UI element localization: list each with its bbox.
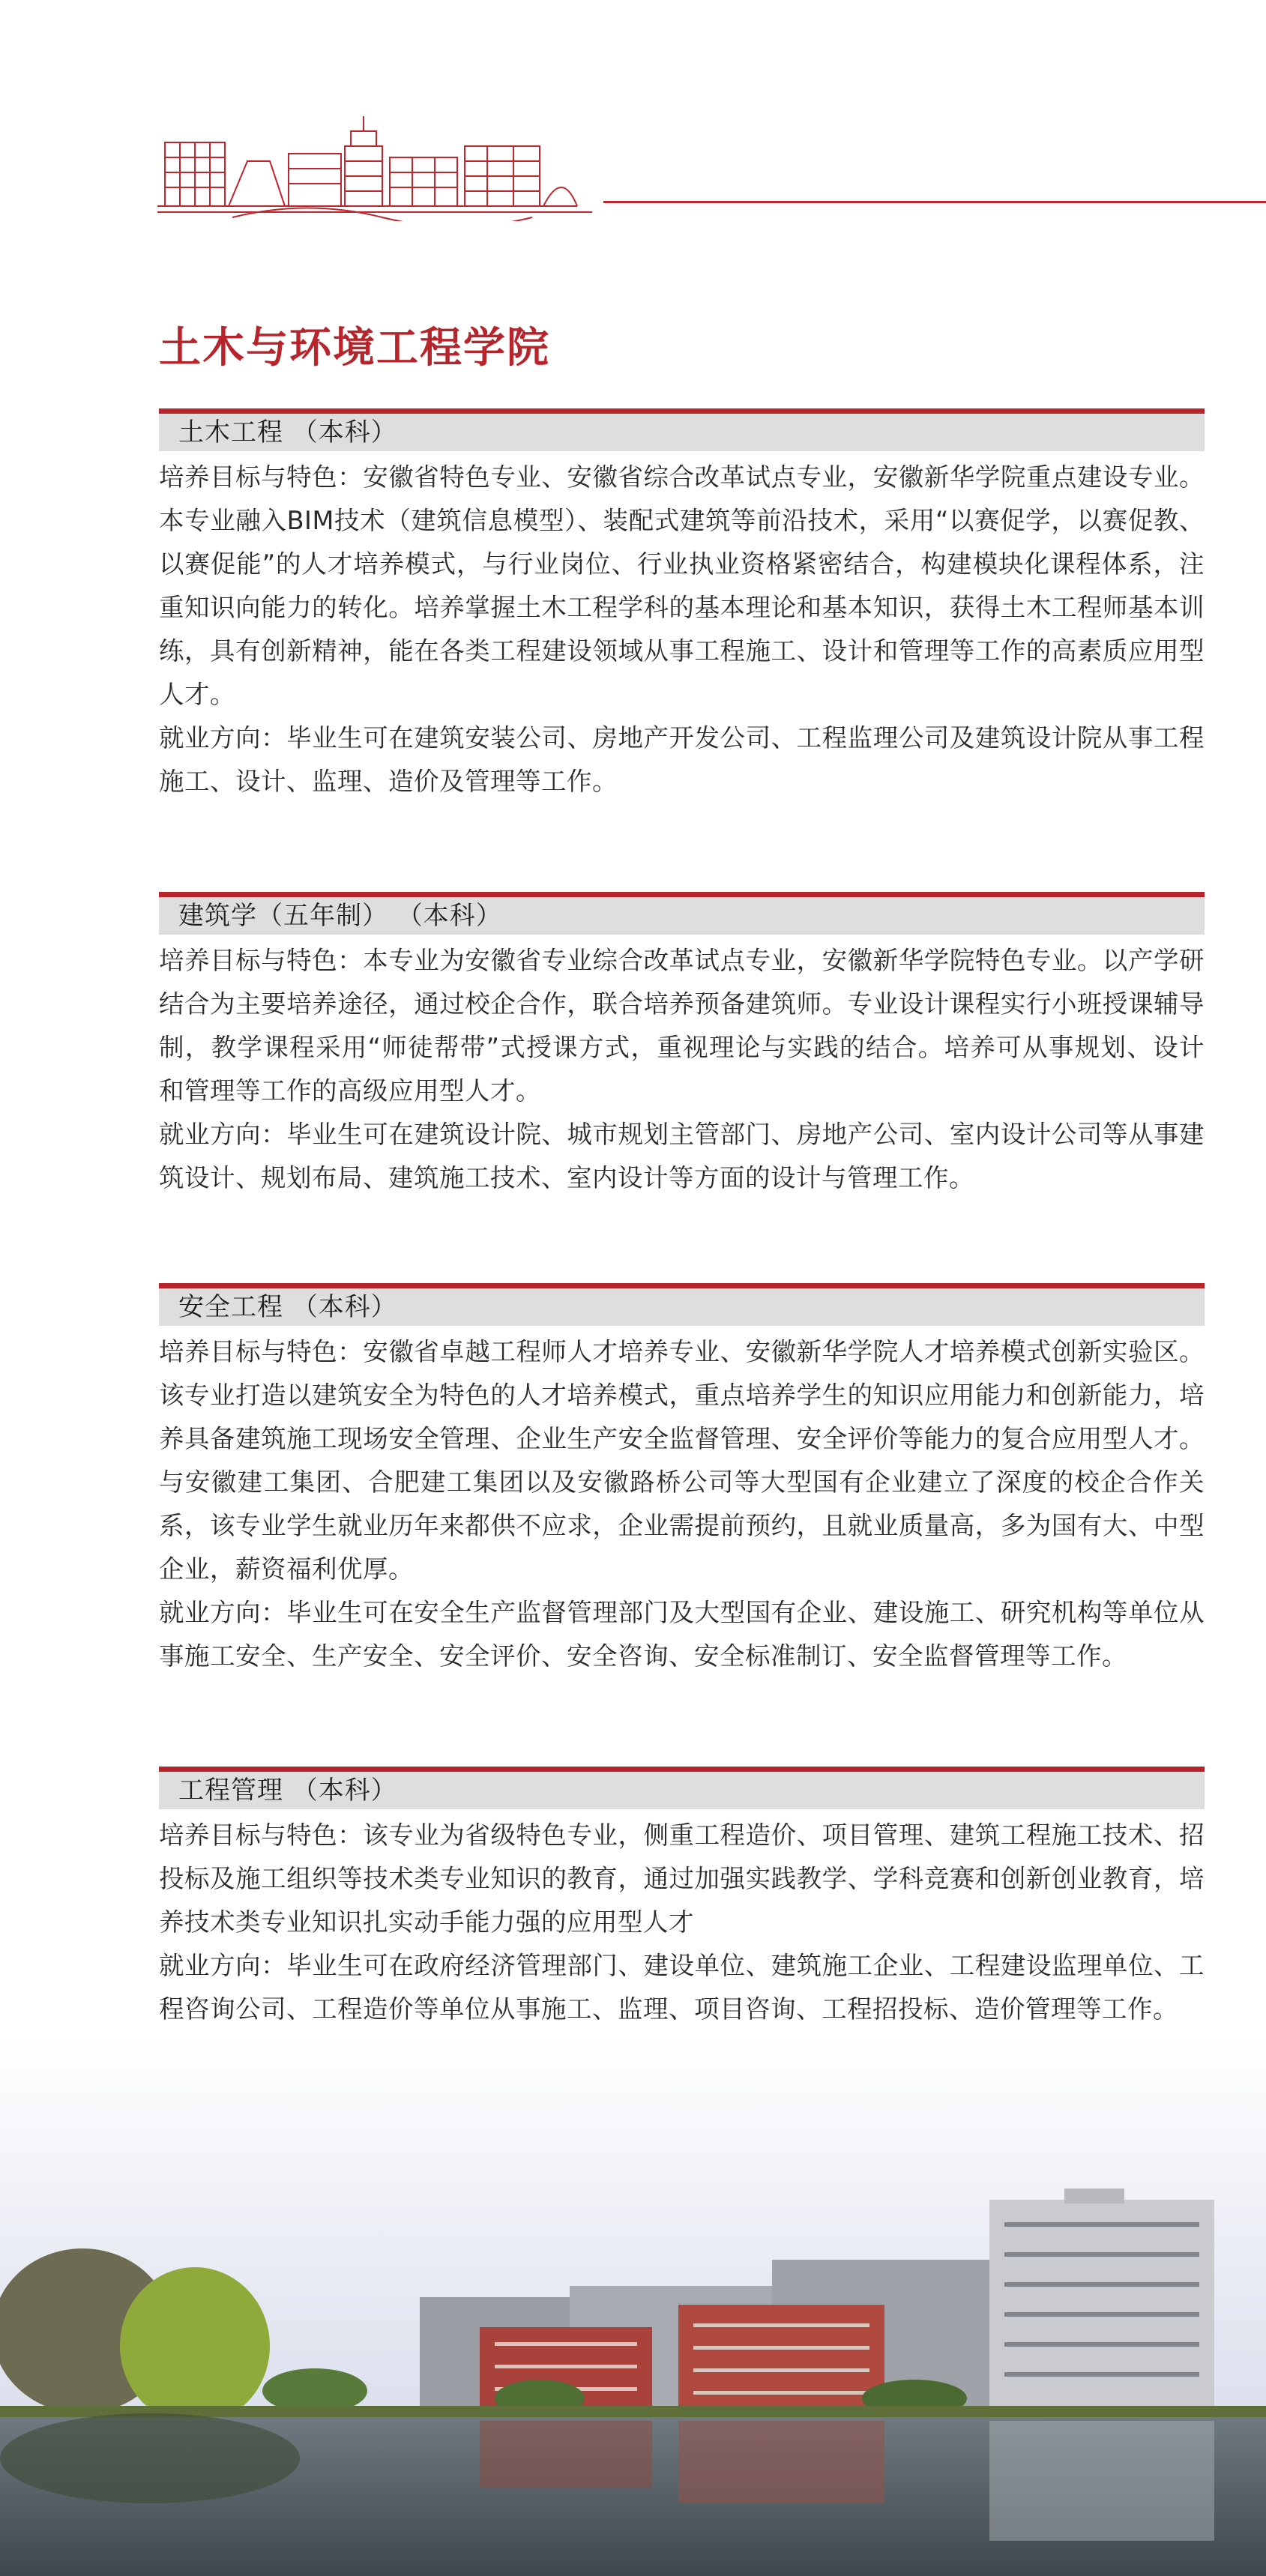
section-accent-bar bbox=[159, 1767, 1205, 1772]
header-divider bbox=[603, 201, 1266, 203]
section-career-text: 就业方向：毕业生可在建筑安装公司、房地产开发公司、工程监理公司及建筑设计院从事工程施工、设计、监理、造价及管理等工作。 bbox=[159, 723, 1205, 796]
section-accent-bar bbox=[159, 408, 1205, 414]
program-section-architecture bbox=[159, 892, 1205, 1200]
section-goal-text: 培养目标与特色：安徽省特色专业、安徽省综合改革试点专业，安徽新华学院重点建设专业。本专业融入BIM技术（建筑信息模型）、装配式建筑等前沿技术，采用“以赛促学，以赛促教、以赛促能”的人才培养模式，与行业岗位、行业执业资格紧密结合，构建模块化课程体系，注重知识向能力的转化。培养掌握土木工程学科的基本理论和基本知识，获得土木工程师基本训练，具有创新精神，能在各类工程建设领域从事工程施工、设计和管理等工作的高素质应用型人才。 bbox=[159, 462, 1205, 709]
program-section-civil bbox=[159, 408, 1205, 803]
program-section-engineering-management bbox=[159, 1767, 1205, 2031]
section-heading: 安全工程 （本科） bbox=[159, 1288, 1205, 1326]
section-heading: 工程管理 （本科） bbox=[159, 1772, 1205, 1809]
section-heading: 建筑学（五年制） （本科） bbox=[159, 897, 1205, 935]
section-career-text: 就业方向：毕业生可在安全生产监督管理部门及大型国有企业、建设施工、研究机构等单位从事施工安全、生产安全、安全评价、安全咨询、安全标准制订、安全监督管理等工作。 bbox=[159, 1598, 1205, 1671]
campus-sketch-logo bbox=[157, 116, 592, 221]
section-career-text: 就业方向：毕业生可在政府经济管理部门、建设单位、建筑施工企业、工程建设监理单位、工程咨询公司、工程造价等单位从事施工、监理、项目咨询、工程招投标、造价管理等工作。 bbox=[159, 1951, 1205, 2024]
section-accent-bar bbox=[159, 892, 1205, 897]
section-heading: 土木工程 （本科） bbox=[159, 414, 1205, 451]
section-goal-text: 培养目标与特色：安徽省卓越工程师人才培养专业、安徽新华学院人才培养模式创新实验区。该专业打造以建筑安全为特色的人才培养模式，重点培养学生的知识应用能力和创新能力，培养具备建筑施工现场安全管理、企业生产安全监督管理、安全评价等能力的复合应用型人才。与安徽建工集团、合肥建工集团以及安徽路桥公司等大型国有企业建立了深度的校企合作关系，该专业学生就业历年来都供不应求，企业需提前预约，且就业质量高，多为国有大、中型企业，薪资福利优厚。 bbox=[159, 1337, 1205, 1584]
section-goal-text: 培养目标与特色：本专业为安徽省专业综合改革试点专业，安徽新华学院特色专业。以产学研结合为主要培养途径，通过校企合作，联合培养预备建筑师。专业设计课程实行小班授课辅导制，教学课程采用“师徒帮带”式授课方式，重视理论与实践的结合。培养可从事规划、设计和管理等工作的高级应用型人才。 bbox=[159, 946, 1205, 1105]
section-accent-bar bbox=[159, 1283, 1205, 1288]
campus-photo bbox=[0, 2039, 1266, 2576]
program-section-safety bbox=[159, 1283, 1205, 1678]
section-goal-text: 培养目标与特色：该专业为省级特色专业，侧重工程造价、项目管理、建筑工程施工技术、招投标及施工组织等技术类专业知识的教育，通过加强实践教学、学科竞赛和创新创业教育，培养技术类专业知识扎实动手能力强的应用型人才 bbox=[159, 1821, 1205, 1937]
section-career-text: 就业方向：毕业生可在建筑设计院、城市规划主管部门、房地产公司、室内设计公司等从事建筑设计、规划布局、建筑施工技术、室内设计等方面的设计与管理工作。 bbox=[159, 1120, 1205, 1192]
page-title: 土木与环境工程学院 bbox=[159, 324, 550, 372]
